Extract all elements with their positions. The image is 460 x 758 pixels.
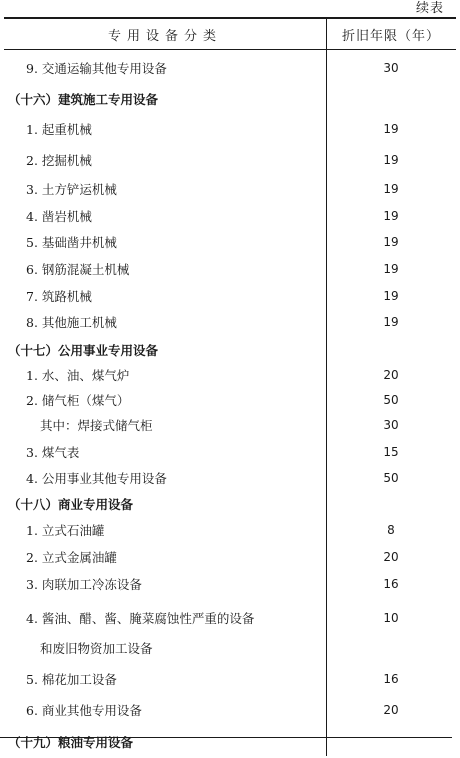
header-years: 折旧年限（年） bbox=[341, 28, 440, 44]
depreciation-years: 20 bbox=[383, 550, 399, 564]
equipment-category: （十八）商业专用设备 bbox=[8, 497, 134, 512]
depreciation-years: 16 bbox=[383, 672, 399, 686]
equipment-category: 4. 公用事业其他专用设备 bbox=[26, 471, 167, 486]
table-row bbox=[4, 440, 456, 464]
table-row bbox=[4, 545, 456, 569]
depreciation-years: 20 bbox=[383, 703, 399, 717]
table-row bbox=[4, 203, 456, 229]
table-row bbox=[4, 147, 456, 173]
equipment-category: 8. 其他施工机械 bbox=[26, 315, 117, 330]
depreciation-years: 19 bbox=[383, 209, 399, 223]
table-row bbox=[4, 116, 456, 142]
table-row bbox=[4, 309, 456, 335]
depreciation-years: 19 bbox=[383, 122, 399, 136]
equipment-category: 4. 凿岩机械 bbox=[26, 209, 92, 224]
table-row bbox=[4, 388, 456, 412]
equipment-category: 3. 煤气表 bbox=[26, 445, 80, 460]
table-row bbox=[4, 492, 456, 516]
depreciation-table bbox=[4, 17, 456, 756]
table-row bbox=[4, 176, 456, 202]
equipment-category: 6. 钢筋混凝土机械 bbox=[26, 262, 130, 277]
depreciation-years: 50 bbox=[383, 471, 399, 485]
equipment-category: 1. 起重机械 bbox=[26, 122, 92, 137]
equipment-category: 3. 肉联加工冷冻设备 bbox=[26, 577, 142, 592]
depreciation-years: 19 bbox=[383, 235, 399, 249]
table-header bbox=[4, 19, 456, 50]
table-row bbox=[4, 363, 456, 387]
table-row bbox=[4, 636, 456, 660]
equipment-category: 3. 土方铲运机械 bbox=[26, 182, 117, 197]
table-row bbox=[4, 229, 456, 255]
table-row bbox=[4, 697, 456, 723]
equipment-category: 7. 筑路机械 bbox=[26, 289, 92, 304]
equipment-category: 2. 立式金属油罐 bbox=[26, 550, 117, 565]
depreciation-years: 8 bbox=[387, 523, 395, 537]
equipment-category: 2. 挖掘机械 bbox=[26, 153, 92, 168]
depreciation-years: 19 bbox=[383, 262, 399, 276]
table-row bbox=[4, 413, 456, 437]
table-continued-caption: 续表 bbox=[415, 1, 444, 16]
equipment-category: 1. 立式石油罐 bbox=[26, 523, 105, 538]
equipment-category: （十六）建筑施工专用设备 bbox=[8, 92, 159, 107]
equipment-category: 2. 储气柜（煤气） bbox=[26, 393, 130, 408]
equipment-category: （十七）公用事业专用设备 bbox=[8, 343, 159, 358]
depreciation-years: 19 bbox=[383, 289, 399, 303]
equipment-category: 5. 棉花加工设备 bbox=[26, 672, 117, 687]
table-row bbox=[4, 86, 456, 112]
equipment-category: 1. 水、油、煤气炉 bbox=[26, 368, 130, 383]
table-row bbox=[4, 337, 456, 363]
table-row bbox=[4, 572, 456, 596]
table-row bbox=[4, 666, 456, 692]
table-row bbox=[4, 283, 456, 309]
table-row bbox=[4, 601, 456, 635]
table-row bbox=[4, 730, 456, 754]
equipment-category: 5. 基础凿井机械 bbox=[26, 235, 117, 250]
equipment-category: 4. 酱油、醋、酱、腌菜腐蚀性严重的设备 bbox=[26, 610, 255, 626]
table-row bbox=[4, 466, 456, 490]
equipment-category: 6. 商业其他专用设备 bbox=[26, 703, 142, 718]
header-category: 专用设备分类 bbox=[107, 28, 222, 44]
depreciation-years: 19 bbox=[383, 153, 399, 167]
equipment-category: 和废旧物资加工设备 bbox=[40, 641, 153, 656]
depreciation-years: 30 bbox=[383, 418, 399, 432]
depreciation-years: 15 bbox=[383, 445, 399, 459]
depreciation-years: 20 bbox=[383, 368, 399, 382]
depreciation-years: 50 bbox=[383, 393, 399, 407]
depreciation-years: 19 bbox=[383, 315, 399, 329]
equipment-category: 9. 交通运输其他专用设备 bbox=[26, 61, 167, 76]
depreciation-years: 19 bbox=[383, 182, 399, 196]
equipment-category: 其中：焊接式储气柜 bbox=[40, 418, 153, 433]
depreciation-years: 16 bbox=[383, 577, 399, 591]
table-row bbox=[4, 55, 456, 81]
depreciation-years: 30 bbox=[383, 61, 399, 75]
equipment-category: （十九）粮油专用设备 bbox=[8, 735, 134, 750]
table-bottom-rule bbox=[0, 737, 452, 738]
depreciation-years: 10 bbox=[383, 611, 399, 625]
table-row bbox=[4, 518, 456, 542]
table-row bbox=[4, 256, 456, 282]
